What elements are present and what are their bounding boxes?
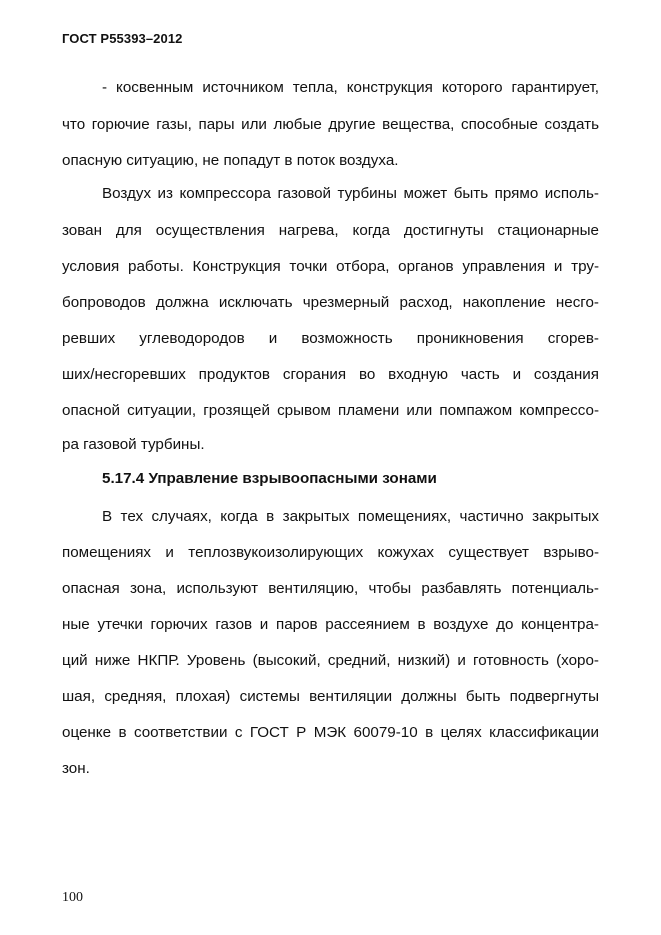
text-line: зован для осуществления нагрева, когда достигнуты стационарные — [62, 222, 599, 239]
text-line: ные утечки горючих газов и паров рассеянием в воздухе до концентра- — [62, 616, 599, 633]
document-header: ГОСТ Р55393–2012 — [62, 31, 183, 46]
text-line: опасной ситуации, грозящей срывом пламени или помпажом компрессо- — [62, 402, 599, 419]
text-line: ревших углеводородов и возможность проникновения сгорев- — [62, 330, 599, 347]
text-line: шая, средняя, плохая) системы вентиляции должны быть подвергнуты — [62, 688, 599, 705]
text-line: опасную ситуацию, не попадут в поток воздуха. — [62, 152, 399, 169]
text-line: бопроводов должна исключать чрезмерный расход, накопление несго- — [62, 294, 599, 311]
text-line: оценке в соответствии с ГОСТ Р МЭК 60079-10 в целях классификации — [62, 724, 599, 741]
page-number: 100 — [62, 890, 83, 905]
section-heading: 5.17.4 Управление взрывоопасными зонами — [102, 470, 437, 487]
text-line: что горючие газы, пары или любые другие вещества, способные создать — [62, 116, 599, 133]
text-line: ших/несгоревших продуктов сгорания во входную часть и создания — [62, 366, 599, 383]
text-line: - косвенным источником тепла, конструкция которого гарантирует, — [102, 79, 599, 96]
text-line: В тех случаях, когда в закрытых помещениях, частично закрытых — [102, 508, 599, 525]
text-line: условия работы. Конструкция точки отбора, органов управления и тру- — [62, 258, 599, 275]
text-line: опасная зона, используют вентиляцию, чтобы разбавлять потенциаль- — [62, 580, 599, 597]
text-line: зон. — [62, 760, 90, 777]
text-line: ра газовой турбины. — [62, 436, 205, 453]
text-line: Воздух из компрессора газовой турбины может быть прямо исполь- — [102, 185, 599, 202]
text-line: помещениях и теплозвукоизолирующих кожухах существует взрыво- — [62, 544, 599, 561]
text-line: ций ниже НКПР. Уровень (высокий, средний, низкий) и готовность (хоро- — [62, 652, 599, 669]
